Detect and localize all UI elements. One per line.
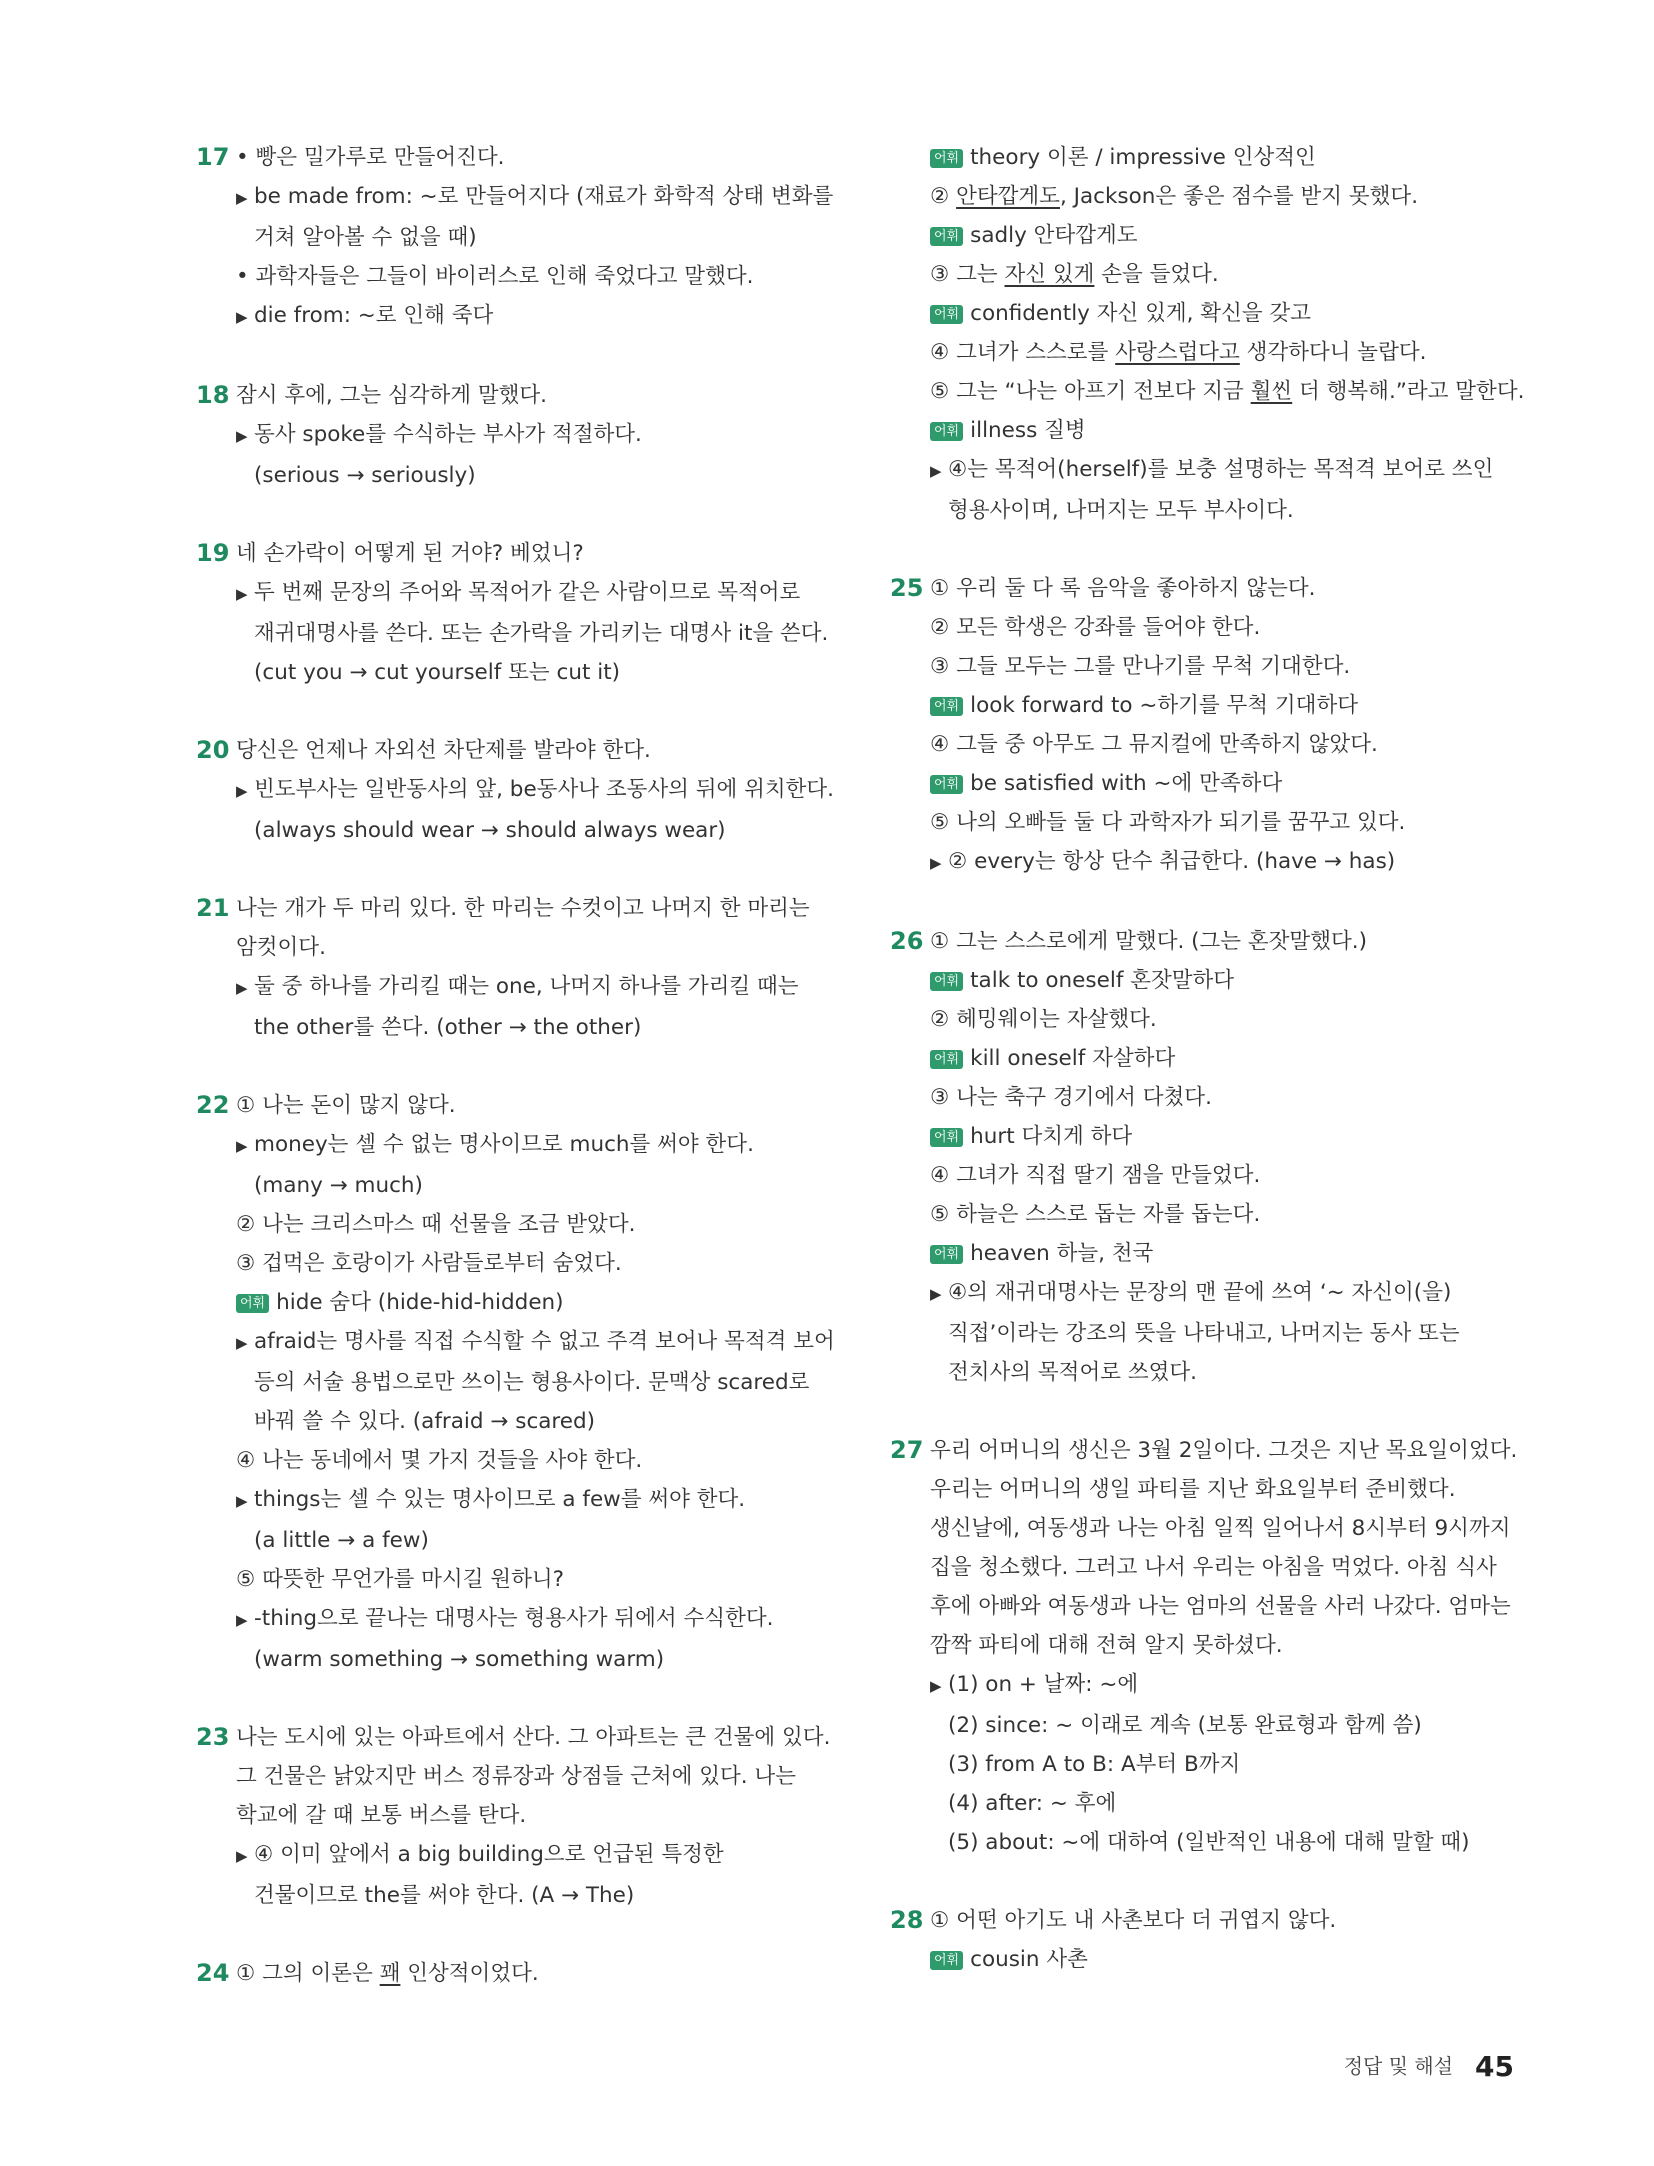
text-line: 집을 청소했다. 그러고 나서 우리는 아침을 먹었다. 아침 식사	[930, 1555, 1497, 1580]
vocab-badge: 어휘	[930, 775, 963, 794]
triangle-bullet-icon: ▶	[236, 979, 248, 997]
explanation-text: (1) on + 날짜: ~에	[948, 1672, 1139, 1697]
text-line: 직접’이라는 강조의 뜻을 나타내고, 나머지는 동사 또는	[948, 1321, 1460, 1346]
vocab-text: cousin 사촌	[970, 1947, 1088, 1972]
text-line: 생신날에, 여동생과 나는 아침 일찍 일어나서 8시부터 9시까지	[930, 1516, 1511, 1541]
question-number: 25	[890, 574, 924, 602]
vocab-text: talk to oneself 혼잣말하다	[970, 968, 1235, 993]
vocab-badge: 어휘	[930, 697, 963, 716]
text-line: ① 나는 돈이 많지 않다.	[236, 1093, 456, 1118]
text-part: 더 행복해.”라고 말한다.	[1292, 379, 1525, 404]
question-number: 17	[196, 143, 230, 171]
text-part: ②	[930, 184, 957, 209]
text-line: (warm something → something warm)	[254, 1647, 665, 1672]
question-number: 26	[890, 927, 924, 955]
text-line: (cut you → cut yourself 또는 cut it)	[254, 660, 621, 685]
vocab-text: illness 질병	[970, 418, 1086, 443]
answer-21	[196, 889, 836, 1047]
text-line: 재귀대명사를 쓴다. 또는 손가락을 가리키는 대명사 it을 쓴다.	[254, 621, 829, 646]
explanation-text: ④의 재귀대명사는 문장의 맨 끝에 쓰여 ‘~ 자신이(을)	[948, 1280, 1452, 1305]
text-line: (serious → seriously)	[254, 463, 476, 488]
explanation-text: be made from: ~로 만들어지다 (재료가 화학적 상태 변화를	[254, 184, 834, 209]
vocab-badge: 어휘	[930, 1245, 963, 1264]
right-column	[890, 138, 1525, 1979]
explanation-text: die from: ~로 인해 죽다	[254, 303, 494, 328]
text-line: the other를 쓴다. (other → the other)	[254, 1015, 642, 1040]
text-line: • 과학자들은 그들이 바이러스로 인해 죽었다고 말했다.	[236, 264, 754, 289]
text-line: ① 우리 둘 다 록 음악을 좋아하지 않는다.	[930, 576, 1316, 601]
text-part: 인상적이었다.	[400, 1961, 539, 1986]
text-line: 암컷이다.	[236, 935, 326, 960]
text-line: 네 손가락이 어떻게 된 거야? 베었니?	[236, 541, 584, 566]
text-line: ③ 겁먹은 호랑이가 사람들로부터 숨었다.	[236, 1251, 622, 1276]
triangle-bullet-icon: ▶	[930, 854, 942, 872]
text-line: 잠시 후에, 그는 심각하게 말했다.	[236, 383, 548, 408]
text-part: 손을 들었다.	[1094, 262, 1219, 287]
explanation-text: 빈도부사는 일반동사의 앞, be동사나 조동사의 뒤에 위치한다.	[254, 777, 835, 802]
answer-27	[890, 1431, 1520, 1862]
left-column	[196, 138, 836, 1993]
text-line: 우리는 어머니의 생일 파티를 지난 화요일부터 준비했다.	[930, 1477, 1456, 1502]
text-line: ⑤ 하늘은 스스로 돕는 자를 돕는다.	[930, 1202, 1261, 1227]
triangle-bullet-icon: ▶	[236, 427, 248, 445]
question-number: 24	[196, 1959, 230, 1987]
triangle-bullet-icon: ▶	[930, 462, 942, 480]
triangle-bullet-icon: ▶	[930, 1677, 942, 1695]
explanation-text: money는 셀 수 없는 명사이므로 much를 써야 한다.	[254, 1132, 754, 1157]
vocab-badge: 어휘	[930, 1951, 963, 1970]
text-line: 형용사이며, 나머지는 모두 부사이다.	[948, 498, 1294, 523]
text-line: 바꿔 쓸 수 있다. (afraid → scared)	[254, 1409, 596, 1434]
vocab-text: sadly 안타깝게도	[970, 223, 1138, 248]
explanation-text: afraid는 명사를 직접 수식할 수 없고 주격 보어나 목적격 보어	[254, 1329, 835, 1354]
answer-24	[196, 1954, 836, 1993]
question-number: 18	[196, 381, 230, 409]
text-line: 그 건물은 낡았지만 버스 정류장과 상점들 근처에 있다. 나는	[236, 1764, 796, 1789]
text-line: ④ 그들 중 아무도 그 뮤지컬에 만족하지 않았다.	[930, 732, 1378, 757]
vocab-text: kill oneself 자살하다	[970, 1046, 1176, 1071]
vocab-text: look forward to ~하기를 무척 기대하다	[970, 693, 1358, 718]
page-footer	[1344, 2050, 1514, 2083]
vocab-badge: 어휘	[930, 149, 963, 168]
vocab-badge: 어휘	[930, 1128, 963, 1147]
answer-18	[196, 376, 836, 495]
underlined-word: 자신 있게	[1004, 262, 1095, 287]
text-line: (always should wear → should always wear)	[254, 818, 726, 843]
question-number: 28	[890, 1906, 924, 1934]
text-line: ① 그는 스스로에게 말했다. (그는 혼잣말했다.)	[930, 929, 1367, 954]
question-number: 20	[196, 736, 230, 764]
text-line: 학교에 갈 때 보통 버스를 탄다.	[236, 1803, 527, 1828]
text-line: (3) from A to B: A부터 B까지	[948, 1752, 1241, 1777]
text-line: (a little → a few)	[254, 1528, 429, 1553]
text-part: ⑤ 그는 “나는 아프기 전보다 지금	[930, 379, 1251, 404]
vocab-badge: 어휘	[930, 305, 963, 324]
text-line: 깜짝 파티에 대해 전혀 알지 못하셨다.	[930, 1633, 1283, 1658]
answer-23	[196, 1718, 836, 1915]
explanation-text: 동사 spoke를 수식하는 부사가 적절하다.	[254, 422, 642, 447]
vocab-badge: 어휘	[930, 972, 963, 991]
answer-26	[890, 922, 1520, 1392]
triangle-bullet-icon: ▶	[236, 1492, 248, 1510]
triangle-bullet-icon: ▶	[236, 585, 248, 603]
answer-20	[196, 731, 836, 850]
text-line: ① 어떤 아기도 내 사촌보다 더 귀엽지 않다.	[930, 1908, 1337, 1933]
text-line: 우리 어머니의 생신은 3월 2일이다. 그것은 지난 목요일이었다.	[930, 1438, 1518, 1463]
triangle-bullet-icon: ▶	[930, 1285, 942, 1303]
text-line: 나는 도시에 있는 아파트에서 산다. 그 아파트는 큰 건물에 있다.	[236, 1725, 831, 1750]
text-line: ⑤ 따뜻한 무언가를 마시길 원하니?	[236, 1567, 565, 1592]
text-line: (4) after: ~ 후에	[948, 1791, 1117, 1816]
vocab-badge: 어휘	[236, 1294, 269, 1313]
text-part: 생각하다니 놀랍다.	[1239, 340, 1427, 365]
text-line: ④ 나는 동네에서 몇 가지 것들을 사야 한다.	[236, 1448, 643, 1473]
question-number: 19	[196, 539, 230, 567]
question-number: 22	[196, 1091, 230, 1119]
underlined-word: 꽤	[379, 1961, 401, 1986]
triangle-bullet-icon: ▶	[236, 1334, 248, 1352]
triangle-bullet-icon: ▶	[236, 308, 248, 326]
text-line: 당신은 언제나 자외선 차단제를 발라야 한다.	[236, 738, 651, 763]
text-line: 전치사의 목적어로 쓰였다.	[948, 1360, 1197, 1385]
vocab-text: theory 이론 / impressive 인상적인	[970, 145, 1316, 170]
text-line: ② 나는 크리스마스 때 선물을 조금 받았다.	[236, 1212, 636, 1237]
underlined-word: 훨씬	[1250, 379, 1293, 404]
triangle-bullet-icon: ▶	[236, 1847, 248, 1865]
underlined-word: 안타깝게도	[956, 184, 1060, 209]
footer-label: 정답 및 해설	[1343, 2054, 1454, 2078]
text-part: ④ 그녀가 스스로를	[930, 340, 1116, 365]
vocab-text: heaven 하늘, 천국	[970, 1241, 1154, 1266]
text-line: (2) since: ~ 이래로 계속 (보통 완료형과 함께 씀)	[948, 1713, 1422, 1738]
triangle-bullet-icon: ▶	[236, 1137, 248, 1155]
vocab-badge: 어휘	[930, 422, 963, 441]
text-line: ④ 그녀가 직접 딸기 잼을 만들었다.	[930, 1163, 1261, 1188]
text-line: (many → much)	[254, 1173, 423, 1198]
text-line: ⑤ 나의 오빠들 둘 다 과학자가 되기를 꿈꾸고 있다.	[930, 810, 1406, 835]
text-line: 건물이므로 the를 써야 한다. (A → The)	[254, 1883, 635, 1908]
text-line: 거쳐 알아볼 수 없을 때)	[254, 225, 477, 250]
explanation-text: 두 번째 문장의 주어와 목적어가 같은 사람이므로 목적어로	[254, 580, 801, 605]
explanation-text: ④ 이미 앞에서 a big building으로 언급된 특정한	[254, 1842, 724, 1867]
underlined-word: 사랑스럽다고	[1115, 340, 1240, 365]
text-line: 후에 아빠와 여동생과 나는 엄마의 선물을 사러 나갔다. 엄마는	[930, 1594, 1511, 1619]
text-line: (5) about: ~에 대하여 (일반적인 내용에 대해 말할 때)	[948, 1830, 1470, 1855]
answer-25	[890, 569, 1520, 883]
explanation-text: things는 셀 수 있는 명사이므로 a few를 써야 한다.	[254, 1487, 746, 1512]
text-part: ① 그의 이론은	[236, 1961, 380, 1986]
answer-17	[196, 138, 836, 337]
vocab-badge: 어휘	[930, 227, 963, 246]
triangle-bullet-icon: ▶	[236, 1611, 248, 1629]
explanation-text: 둘 중 하나를 가리킬 때는 one, 나머지 하나를 가리킬 때는	[254, 974, 799, 999]
page-number: 45	[1475, 2050, 1514, 2083]
answer-24-continued	[890, 138, 1525, 530]
question-number: 21	[196, 894, 230, 922]
text-part: , Jackson은 좋은 점수를 받지 못했다.	[1059, 184, 1419, 209]
vocab-text: confidently 자신 있게, 확신을 갖고	[970, 301, 1311, 326]
text-line: 등의 서술 용법으로만 쓰이는 형용사이다. 문맥상 scared로	[254, 1370, 810, 1395]
answer-19	[196, 534, 836, 692]
text-line: ③ 그들 모두는 그를 만나기를 무척 기대한다.	[930, 654, 1351, 679]
text-line: ② 헤밍웨이는 자살했다.	[930, 1007, 1157, 1032]
text-line: • 빵은 밀가루로 만들어진다.	[236, 145, 505, 170]
triangle-bullet-icon: ▶	[236, 189, 248, 207]
text-line: 나는 개가 두 마리 있다. 한 마리는 수컷이고 나머지 한 마리는	[236, 896, 810, 921]
question-number: 23	[196, 1723, 230, 1751]
explanation-text: ④는 목적어(herself)를 보충 설명하는 목적격 보어로 쓰인	[948, 457, 1494, 482]
text-line: ② 모든 학생은 강좌를 들어야 한다.	[930, 615, 1261, 640]
question-number: 27	[890, 1436, 924, 1464]
explanation-text: -thing으로 끝나는 대명사는 형용사가 뒤에서 수식한다.	[254, 1606, 774, 1631]
vocab-text: hide 숨다 (hide-hid-hidden)	[276, 1290, 564, 1315]
explanation-text: ② every는 항상 단수 취급한다. (have → has)	[948, 849, 1396, 874]
triangle-bullet-icon: ▶	[236, 782, 248, 800]
answer-22	[196, 1086, 836, 1679]
vocab-text: hurt 다치게 하다	[970, 1124, 1133, 1149]
vocab-text: be satisfied with ~에 만족하다	[970, 771, 1283, 796]
vocab-badge: 어휘	[930, 1050, 963, 1069]
text-line: ③ 나는 축구 경기에서 다쳤다.	[930, 1085, 1212, 1110]
text-part: ③ 그는	[930, 262, 1005, 287]
answer-28	[890, 1901, 1520, 1979]
